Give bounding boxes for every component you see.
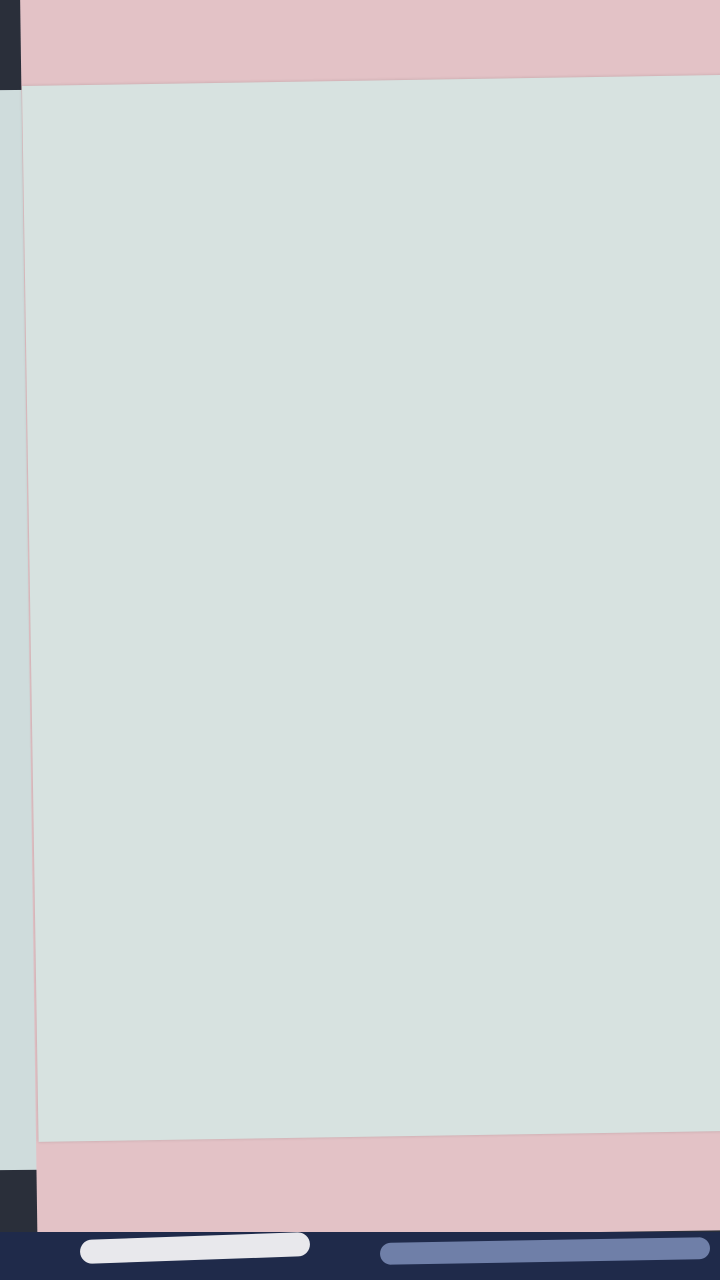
ruled-page — [22, 75, 720, 1142]
page-ruling — [22, 75, 720, 1142]
